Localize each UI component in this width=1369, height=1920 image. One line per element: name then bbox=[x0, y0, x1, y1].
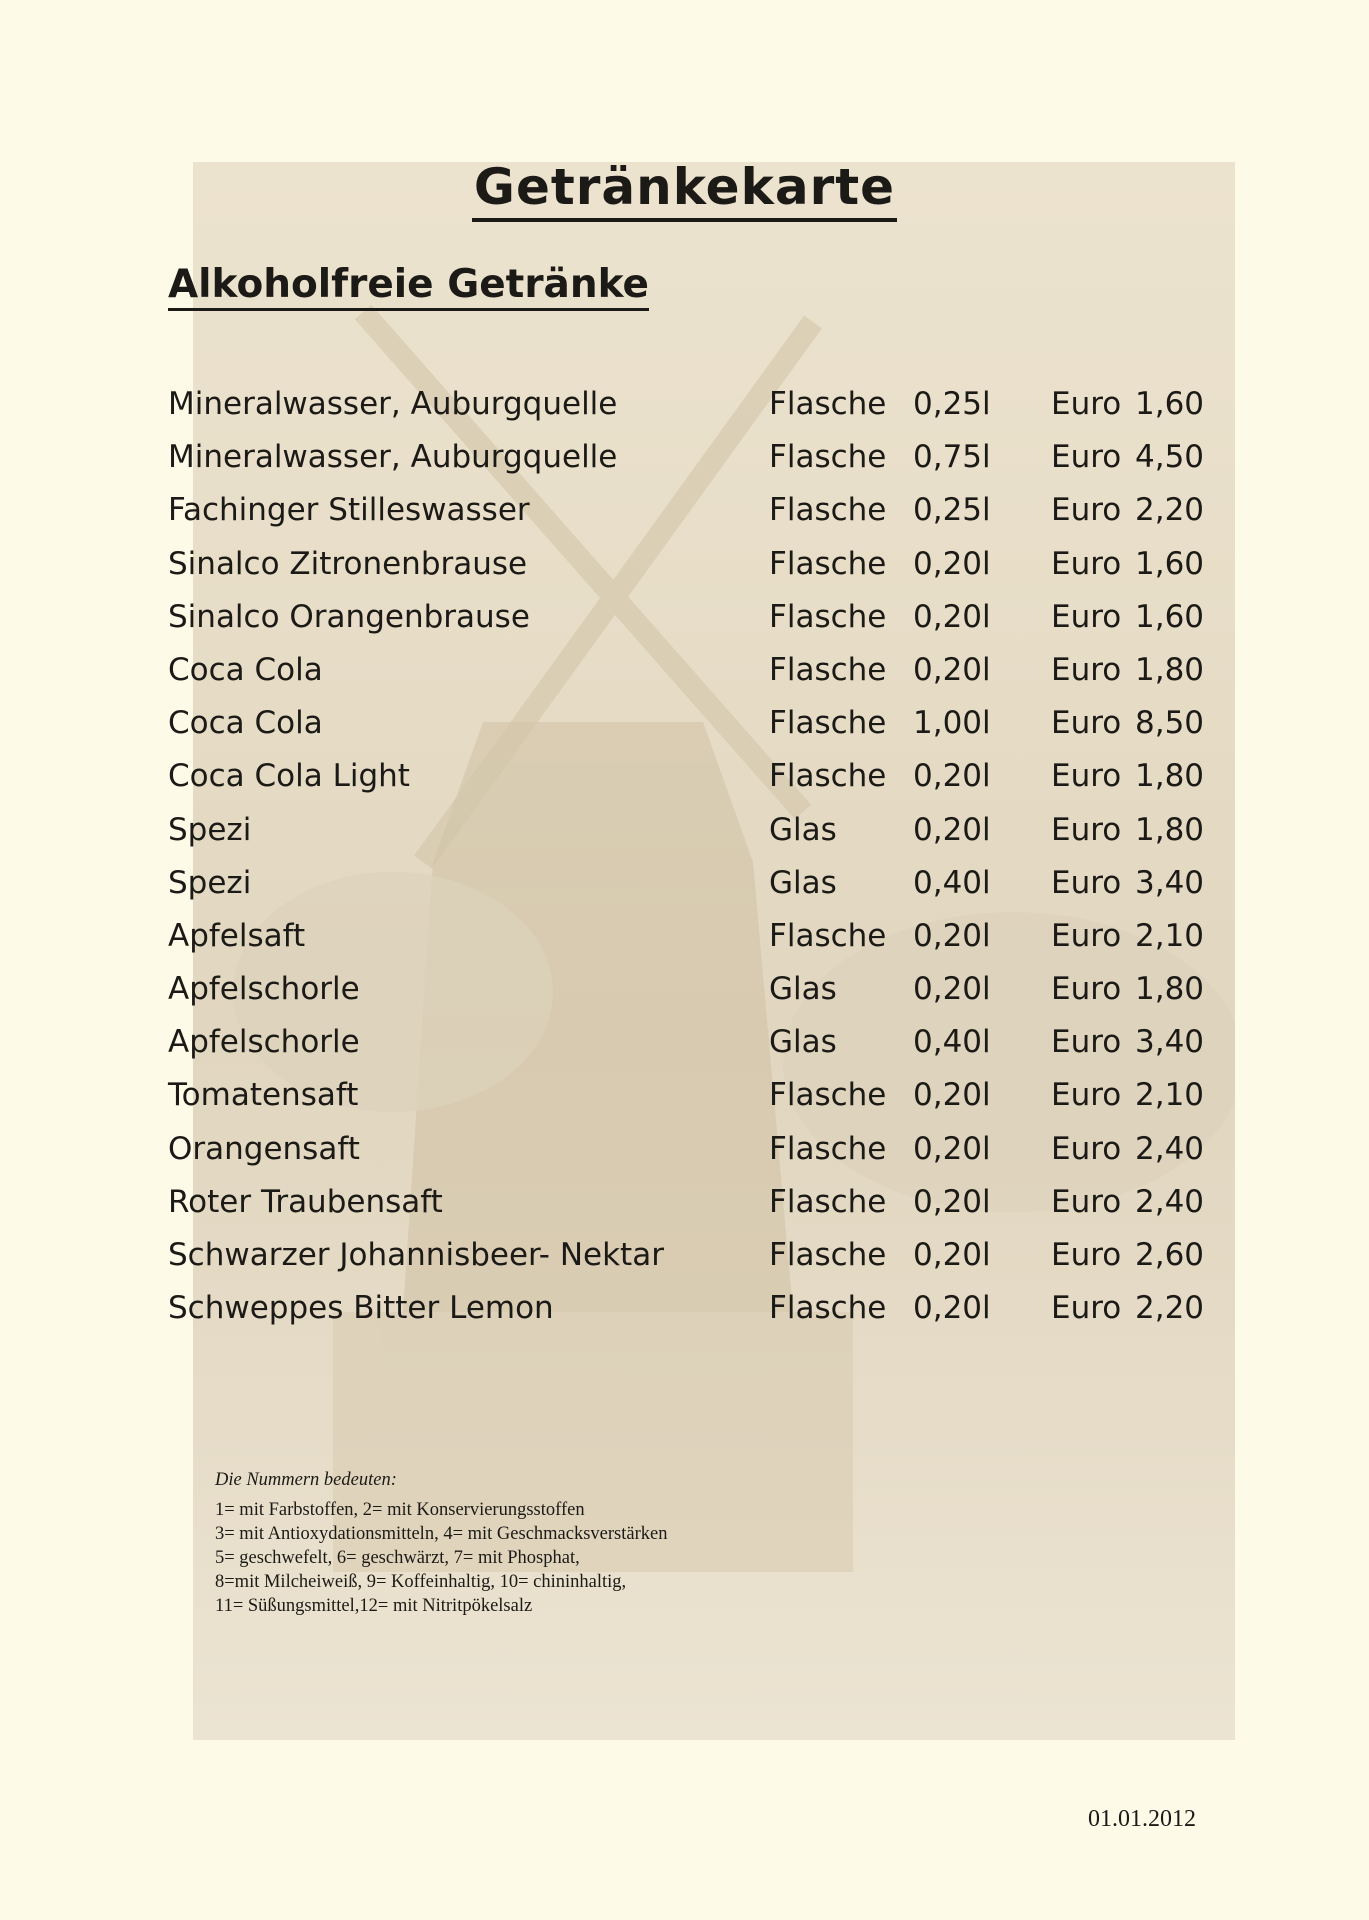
drink-volume: 0,20l bbox=[913, 811, 991, 848]
drink-price: 1,80 bbox=[1135, 651, 1205, 688]
drink-container: Flasche bbox=[769, 492, 887, 529]
drink-row bbox=[168, 538, 1228, 591]
section-heading: Alkoholfreie Getränke bbox=[168, 262, 649, 307]
drink-row bbox=[168, 1282, 1228, 1335]
drink-row bbox=[168, 857, 1228, 910]
drink-name: Coca Cola Light bbox=[168, 758, 410, 795]
drink-name: Coca Cola bbox=[168, 705, 323, 742]
drink-row bbox=[168, 1069, 1228, 1122]
drinks-list bbox=[168, 378, 1228, 1335]
drink-row bbox=[168, 804, 1228, 857]
drink-volume: 0,20l bbox=[913, 1237, 991, 1273]
drink-volume: 0,20l bbox=[913, 917, 991, 954]
drink-volume: 0,20l bbox=[913, 1183, 991, 1220]
drink-price: 2,20 bbox=[1135, 1290, 1205, 1327]
drink-container: Flasche bbox=[769, 1237, 887, 1273]
drink-container: Flasche bbox=[769, 386, 887, 422]
drink-name: Sinalco Orangenbrause bbox=[168, 598, 530, 635]
drink-name: Sinalco Zitronenbrause bbox=[168, 545, 528, 582]
drink-container: Flasche bbox=[769, 758, 887, 795]
drink-currency: Euro bbox=[1051, 1024, 1122, 1061]
drink-row bbox=[168, 1123, 1228, 1176]
drink-name: Fachinger Stilleswasser bbox=[168, 492, 530, 529]
drink-volume: 0,20l bbox=[913, 598, 991, 635]
drink-currency: Euro bbox=[1051, 705, 1122, 742]
drink-price: 2,40 bbox=[1135, 1183, 1205, 1220]
drink-price: 8,50 bbox=[1135, 705, 1205, 742]
drink-currency: Euro bbox=[1051, 1077, 1122, 1114]
drink-price: 2,10 bbox=[1135, 917, 1205, 954]
drink-price: 1,80 bbox=[1135, 811, 1205, 848]
drink-currency: Euro bbox=[1051, 1237, 1122, 1273]
drink-volume: 0,40l bbox=[913, 1024, 991, 1061]
drink-row bbox=[168, 910, 1228, 963]
date-stamp: 01.01.2012 bbox=[1088, 1806, 1196, 1832]
drink-row bbox=[168, 431, 1228, 484]
legend-line: 1= mit Farbstoffen, 2= mit Konservierungsstoffen bbox=[215, 1500, 585, 1520]
drink-price: 3,40 bbox=[1135, 1024, 1205, 1061]
drink-container: Glas bbox=[769, 1024, 837, 1061]
drink-container: Flasche bbox=[769, 917, 887, 954]
drink-currency: Euro bbox=[1051, 386, 1122, 422]
drink-row bbox=[168, 1176, 1228, 1229]
drink-currency: Euro bbox=[1051, 598, 1122, 635]
drink-name: Apfelsaft bbox=[168, 917, 306, 954]
drink-name: Schwarzer Johannisbeer- Nektar bbox=[168, 1237, 664, 1273]
drink-price: 2,60 bbox=[1135, 1237, 1205, 1273]
drink-price: 4,50 bbox=[1135, 439, 1205, 476]
additives-legend bbox=[215, 1468, 667, 1618]
drink-volume: 1,00l bbox=[913, 705, 991, 742]
drink-row bbox=[168, 644, 1228, 697]
drink-price: 1,80 bbox=[1135, 758, 1205, 795]
drink-price: 2,20 bbox=[1135, 492, 1205, 529]
drink-price: 1,80 bbox=[1135, 971, 1205, 1008]
drink-volume: 0,20l bbox=[913, 758, 991, 795]
drink-row bbox=[168, 963, 1228, 1016]
page-title: Getränkekarte bbox=[0, 158, 1369, 216]
drink-volume: 0,25l bbox=[913, 386, 991, 422]
drink-currency: Euro bbox=[1051, 492, 1122, 529]
drink-currency: Euro bbox=[1051, 651, 1122, 688]
drink-volume: 0,40l bbox=[913, 864, 991, 901]
drink-volume: 0,20l bbox=[913, 1130, 991, 1167]
drink-container: Glas bbox=[769, 811, 837, 848]
legend-line: 3= mit Antioxydationsmitteln, 4= mit Geschmacksverstärken bbox=[215, 1524, 668, 1544]
drink-price: 2,40 bbox=[1135, 1130, 1205, 1167]
drink-currency: Euro bbox=[1051, 545, 1122, 582]
drink-container: Flasche bbox=[769, 1183, 887, 1220]
drink-container: Flasche bbox=[769, 651, 887, 688]
legend-lines bbox=[215, 1498, 667, 1618]
drink-container: Flasche bbox=[769, 598, 887, 635]
drink-name: Apfelschorle bbox=[168, 971, 360, 1008]
drink-price: 3,40 bbox=[1135, 864, 1205, 901]
drink-container: Flasche bbox=[769, 705, 887, 742]
drink-name: Tomatensaft bbox=[168, 1077, 359, 1114]
drink-currency: Euro bbox=[1051, 1290, 1122, 1327]
drink-row bbox=[168, 484, 1228, 537]
legend-line: 11= Süßungsmittel,12= mit Nitritpökelsalz bbox=[215, 1596, 533, 1616]
drink-volume: 0,75l bbox=[913, 439, 991, 476]
drink-volume: 0,25l bbox=[913, 492, 991, 529]
drink-currency: Euro bbox=[1051, 439, 1122, 476]
drink-currency: Euro bbox=[1051, 864, 1122, 901]
drink-row bbox=[168, 1016, 1228, 1069]
drink-row bbox=[168, 750, 1228, 803]
drink-price: 1,60 bbox=[1135, 545, 1205, 582]
drink-currency: Euro bbox=[1051, 811, 1122, 848]
drink-row bbox=[168, 697, 1228, 750]
legend-heading: Die Nummern bedeuten: bbox=[215, 1470, 397, 1490]
drink-name: Roter Traubensaft bbox=[168, 1183, 443, 1220]
drink-name: Schweppes Bitter Lemon bbox=[168, 1290, 554, 1327]
drink-volume: 0,20l bbox=[913, 1290, 991, 1327]
drink-price: 2,10 bbox=[1135, 1077, 1205, 1114]
drink-name: Mineralwasser, Auburgquelle bbox=[168, 386, 618, 422]
drink-volume: 0,20l bbox=[913, 651, 991, 688]
drink-name: Coca Cola bbox=[168, 651, 323, 688]
drink-price: 1,60 bbox=[1135, 386, 1205, 422]
legend-line: 8=mit Milcheiweiß, 9= Koffeinhaltig, 10= chininhaltig, bbox=[215, 1572, 627, 1592]
drink-volume: 0,20l bbox=[913, 971, 991, 1008]
drink-container: Flasche bbox=[769, 1130, 887, 1167]
drink-price: 1,60 bbox=[1135, 598, 1205, 635]
drink-container: Flasche bbox=[769, 1290, 887, 1327]
drink-container: Flasche bbox=[769, 439, 887, 476]
drink-row bbox=[168, 1229, 1228, 1282]
drink-row bbox=[168, 591, 1228, 644]
drink-name: Spezi bbox=[168, 864, 252, 901]
drink-name: Spezi bbox=[168, 811, 252, 848]
drink-currency: Euro bbox=[1051, 1183, 1122, 1220]
drink-name: Orangensaft bbox=[168, 1130, 360, 1167]
legend-line: 5= geschwefelt, 6= geschwärzt, 7= mit Phosphat, bbox=[215, 1548, 580, 1568]
drink-currency: Euro bbox=[1051, 758, 1122, 795]
drink-container: Glas bbox=[769, 971, 837, 1008]
drink-name: Mineralwasser, Auburgquelle bbox=[168, 439, 618, 476]
drink-volume: 0,20l bbox=[913, 545, 991, 582]
drink-container: Flasche bbox=[769, 545, 887, 582]
drink-currency: Euro bbox=[1051, 1130, 1122, 1167]
drink-row bbox=[168, 378, 1228, 431]
drink-currency: Euro bbox=[1051, 971, 1122, 1008]
drink-container: Glas bbox=[769, 864, 837, 901]
drink-name: Apfelschorle bbox=[168, 1024, 360, 1061]
drink-volume: 0,20l bbox=[913, 1077, 991, 1114]
drink-container: Flasche bbox=[769, 1077, 887, 1114]
drink-currency: Euro bbox=[1051, 917, 1122, 954]
